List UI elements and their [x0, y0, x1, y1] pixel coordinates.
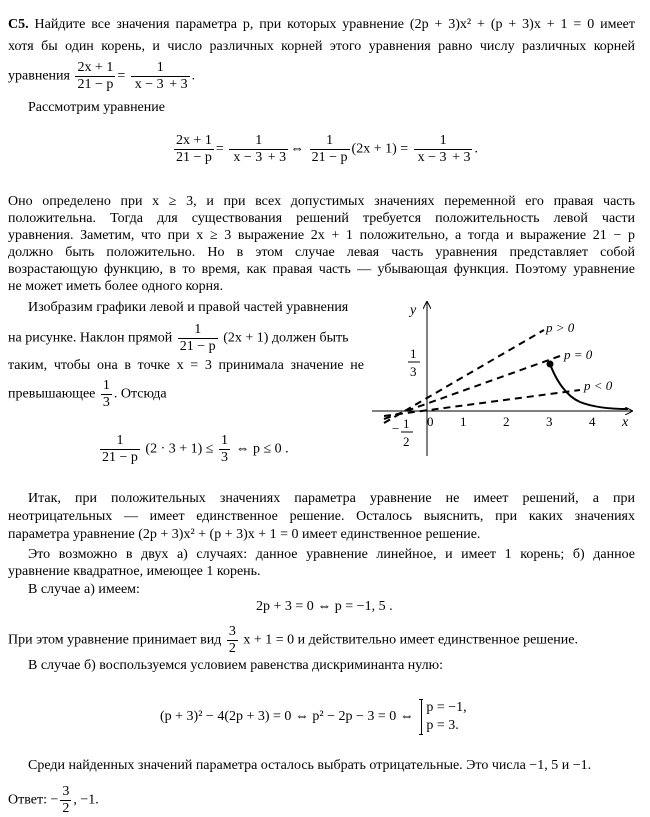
problem-line-2: хотя бы один корень, и число различных корней этого уравнения равно числу различных корней — [8, 39, 635, 54]
para2-line: таким, чтобы она в точке x = 3 принимала значение не — [8, 358, 364, 373]
para3-line: Итак, при положительных значениях параметра уравнение не имеет решений, а при — [28, 491, 635, 506]
y-label: y — [410, 303, 417, 318]
label-p-positive: p > 0 — [546, 320, 575, 335]
solution-brace: p = −1, p = 3. — [421, 699, 466, 735]
para3-line: параметра уравнение (2p + 3)x² + (p + 3)x + 1 = 0 имеет единственное решение. — [8, 527, 481, 542]
y-third-den: 3 — [410, 364, 417, 379]
tick-label: 3 — [546, 414, 553, 429]
line-p-negative — [384, 390, 580, 416]
neg-half-num: 1 — [403, 416, 410, 431]
para1-line: уравнения. Заметим, что при x ≥ 3 выражение 2x + 1 положительно, а тогда и выражение 21 − p — [8, 228, 635, 243]
para3-line: неотрицательных — имеет единственное решение. Осталось выяснить, при каких значениях — [8, 509, 635, 524]
para2-line: превышающее $\frac{1}{3}$ . Отсюда — [8, 378, 167, 410]
case-a-view: При этом уравнение принимает вид $\frac{3}{2}$ x + 1 = 0 и действительно имеет единственное решение. — [8, 624, 579, 656]
case-b-title: В случае б) воспользуемся условием равенства дискриминанта нулю: — [28, 658, 444, 673]
para1-line: не может иметь более одного корня. — [8, 279, 224, 294]
tick-label: 1 — [460, 414, 467, 429]
y-third-num: 1 — [410, 346, 417, 361]
label-p-negative: p < 0 — [584, 378, 613, 393]
para4-line: Это возможно в двух а) случаях: данное уравнение линейное, и имеет 1 корень; б) данное — [28, 547, 635, 562]
para4-line: уравнение квадратное, имеющее 1 корень. — [8, 564, 261, 579]
case-a-title: В случае а) имеем: — [28, 582, 140, 597]
tick-label: 4 — [589, 414, 596, 429]
tick-label: 0 — [427, 414, 434, 429]
fraction: $\frac{1}{x - 3 + 3}$ — [131, 60, 190, 93]
inequality-formula: $\frac{1}{21 - p}$ (2 · 3 + 1) ≤ $\frac{1}{3}$ ⇔ p ≤ 0 . — [102, 433, 289, 465]
tick-label: 2 — [503, 414, 510, 429]
problem-line-3: уравнения $\frac{2x + 1}{21 - p}$ = $\frac{1}{x - 3 + 3}$ . — [8, 60, 196, 92]
para1-line: должно быть положительно. Но в этом случае левая часть уравнения представляет собой — [8, 245, 635, 260]
problem-line-1: C5. Найдите все значения параметра p, при которых уравнение (2p + 3)x² + (p + 3)x + 1 = 0 имеет — [8, 17, 636, 32]
final-text: Среди найденных значений параметра осталось выбрать отрицательные. Это числа −1, 5 и −1. — [28, 758, 592, 773]
line-p-positive — [384, 330, 544, 423]
para1-line: положительна. Тогда для существования решений требуется положительность левой части — [8, 211, 635, 226]
answer-line: Ответ: − $\frac{3}{2}$ , −1. — [8, 784, 99, 816]
para1-line: возрастающую функцию, в то время, как правая часть — убывающая функция. Поэтому уравнение — [8, 262, 635, 277]
curve-start-point — [547, 361, 554, 368]
para2-line: на рисунке. Наклон прямой $\frac{1}{21 - p}$ (2x + 1) должен быть — [8, 322, 349, 354]
neg-sign: − — [392, 421, 400, 436]
para2-line: Изобразим графики левой и правой частей уравнения — [28, 300, 349, 315]
case-a-equation: 2p + 3 = 0 ⇔ p = −1, 5 . — [256, 599, 393, 614]
consider-text: Рассмотрим уравнение — [28, 100, 165, 115]
neg-half-den: 2 — [403, 434, 410, 449]
x-label: x — [622, 415, 629, 430]
fraction: $\frac{2x + 1}{21 - p}$ — [77, 60, 114, 92]
discriminant-formula: (p + 3)² − 4(2p + 3) = 0 ⇔ p² − 2p − 3 = 0 ⇔ p = −1, p = 3. — [160, 700, 467, 733]
equivalence-formula: $\frac{2x + 1}{21 - p}$ = $\frac{1}{x - 3 + 3}$ ⇔ $\frac{1}{21 - p}$ (2x + 1) = $\frac{1}{x - 3 + 3}$ . — [176, 133, 478, 165]
label-p-zero: p = 0 — [564, 347, 593, 362]
graph-figure — [370, 298, 640, 458]
para1-line: Оно определено при x ≥ 3, и при всех допустимых значениях переменной его правая часть — [8, 194, 635, 209]
